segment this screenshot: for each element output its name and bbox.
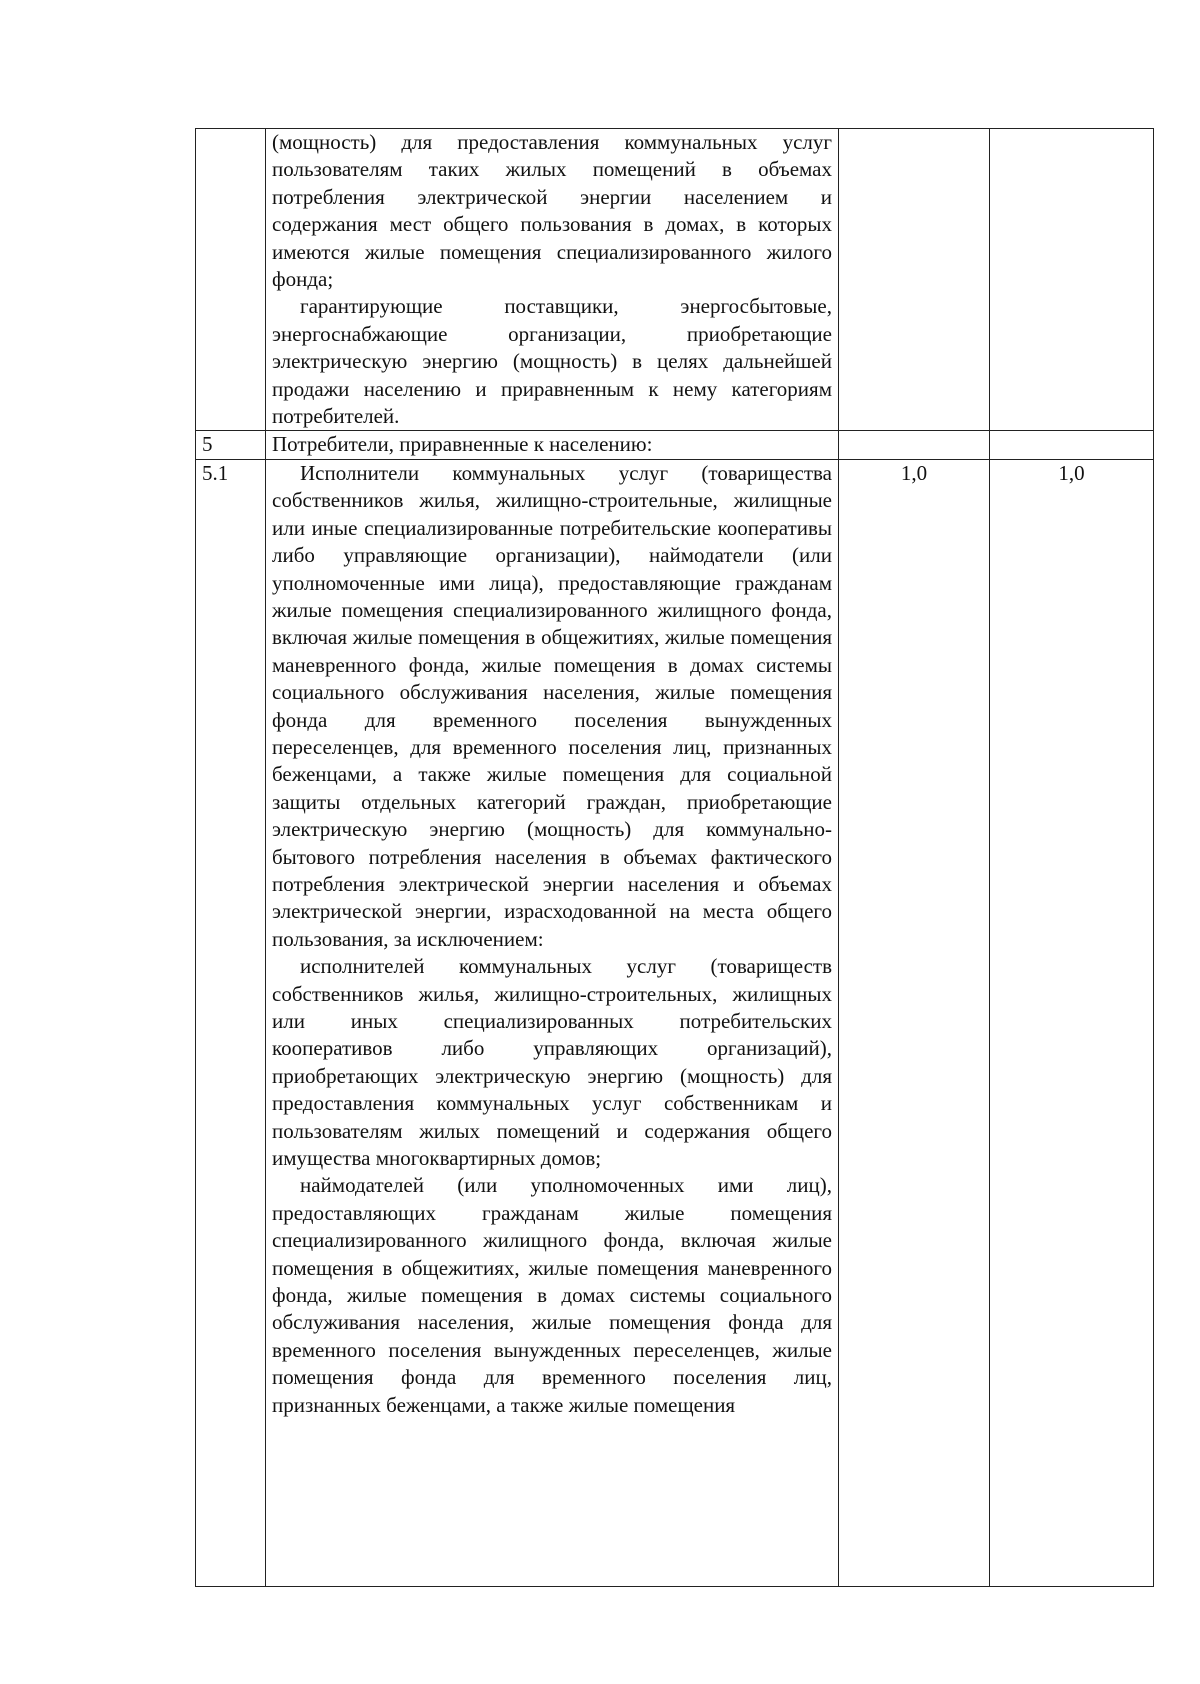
paragraph: гарантирующие поставщики, энергосбытовые, энергоснабжающие организации, приобретающие электрическую энергию (мощность) в целях дальнейшей продажи населению и приравненным к нему категориям потребителей. (272, 294, 832, 429)
row-number: 5.1 (196, 459, 266, 1586)
row-description (266, 129, 839, 431)
row-number (196, 129, 266, 431)
paragraph: (мощность) для предоставления коммунальных услуг пользователям таких жилых помещений в объемах потребления электрической энергии населением и содержания мест общего пользования в домах, в которых имеются жилые помещения специализированного жилого фонда; (272, 130, 832, 292)
table-row (196, 129, 1154, 431)
paragraph: наймодателей (или уполномоченных ими лиц), предоставляющих гражданам жилые помещения специализированного жилищного фонда, включая жилые помещения в общежитиях, жилые помещения маневренного фонда, жилые помещения в домах системы социального обслуживания населения, жилые помещения фонда для временного поселения вынужденных переселенцев, жилые помещения фонда для временного поселения лиц, признанных беженцами, а также жилые помещения (272, 1173, 832, 1417)
row-value-2 (990, 129, 1154, 431)
table-row (196, 431, 1154, 459)
row-description-content (272, 460, 832, 1586)
row-value-1 (839, 129, 990, 431)
row-value-2 (990, 431, 1154, 459)
paragraph: Потребители, приравненные к населению: (272, 432, 653, 457)
row-value-2: 1,0 (990, 459, 1154, 1586)
row-value-1: 1,0 (839, 459, 990, 1586)
row-value-1 (839, 431, 990, 459)
paragraph: Исполнители коммунальных услуг (товарищества собственников жилья, жилищно-строительные, жилищные или иные специализированные потребительские кооперативы либо управляющие организации), наймодатели (или уполномоченные ими лица), предоставляющие гражданам жилые помещения специализированного жилищного фонда, включая жилые помещения в общежитиях, жилые помещения маневренного фонда, жилые помещения в домах системы социального обслуживания населения, жилые помещения фонда для временного поселения вынужденных переселенцев, для временного поселения лиц, признанных беженцами, а также жилые помещения для социальной защиты отдельных категорий граждан, приобретающие электрическую энергию (мощность) для коммунально-бытового потребления населения в объемах фактического потребления электрической энергии населения и объемах электрической энергии, израсходованной на места общего пользования, за исключением: (272, 460, 832, 951)
table-row (196, 459, 1154, 1586)
row-description (266, 459, 839, 1586)
row-description (266, 431, 839, 459)
row-number: 5 (196, 431, 266, 459)
paragraph: исполнителей коммунальных услуг (товариществ собственников жилья, жилищно-строительных, жилищных или иных специализированных потребительских кооперативов либо управляющих организаций), приобретающих электрическую энергию (мощность) для предоставления коммунальных услуг собственникам и пользователям жилых помещений и содержания общего имущества многоквартирных домов; (272, 954, 832, 1171)
tariff-table (195, 128, 1154, 1587)
